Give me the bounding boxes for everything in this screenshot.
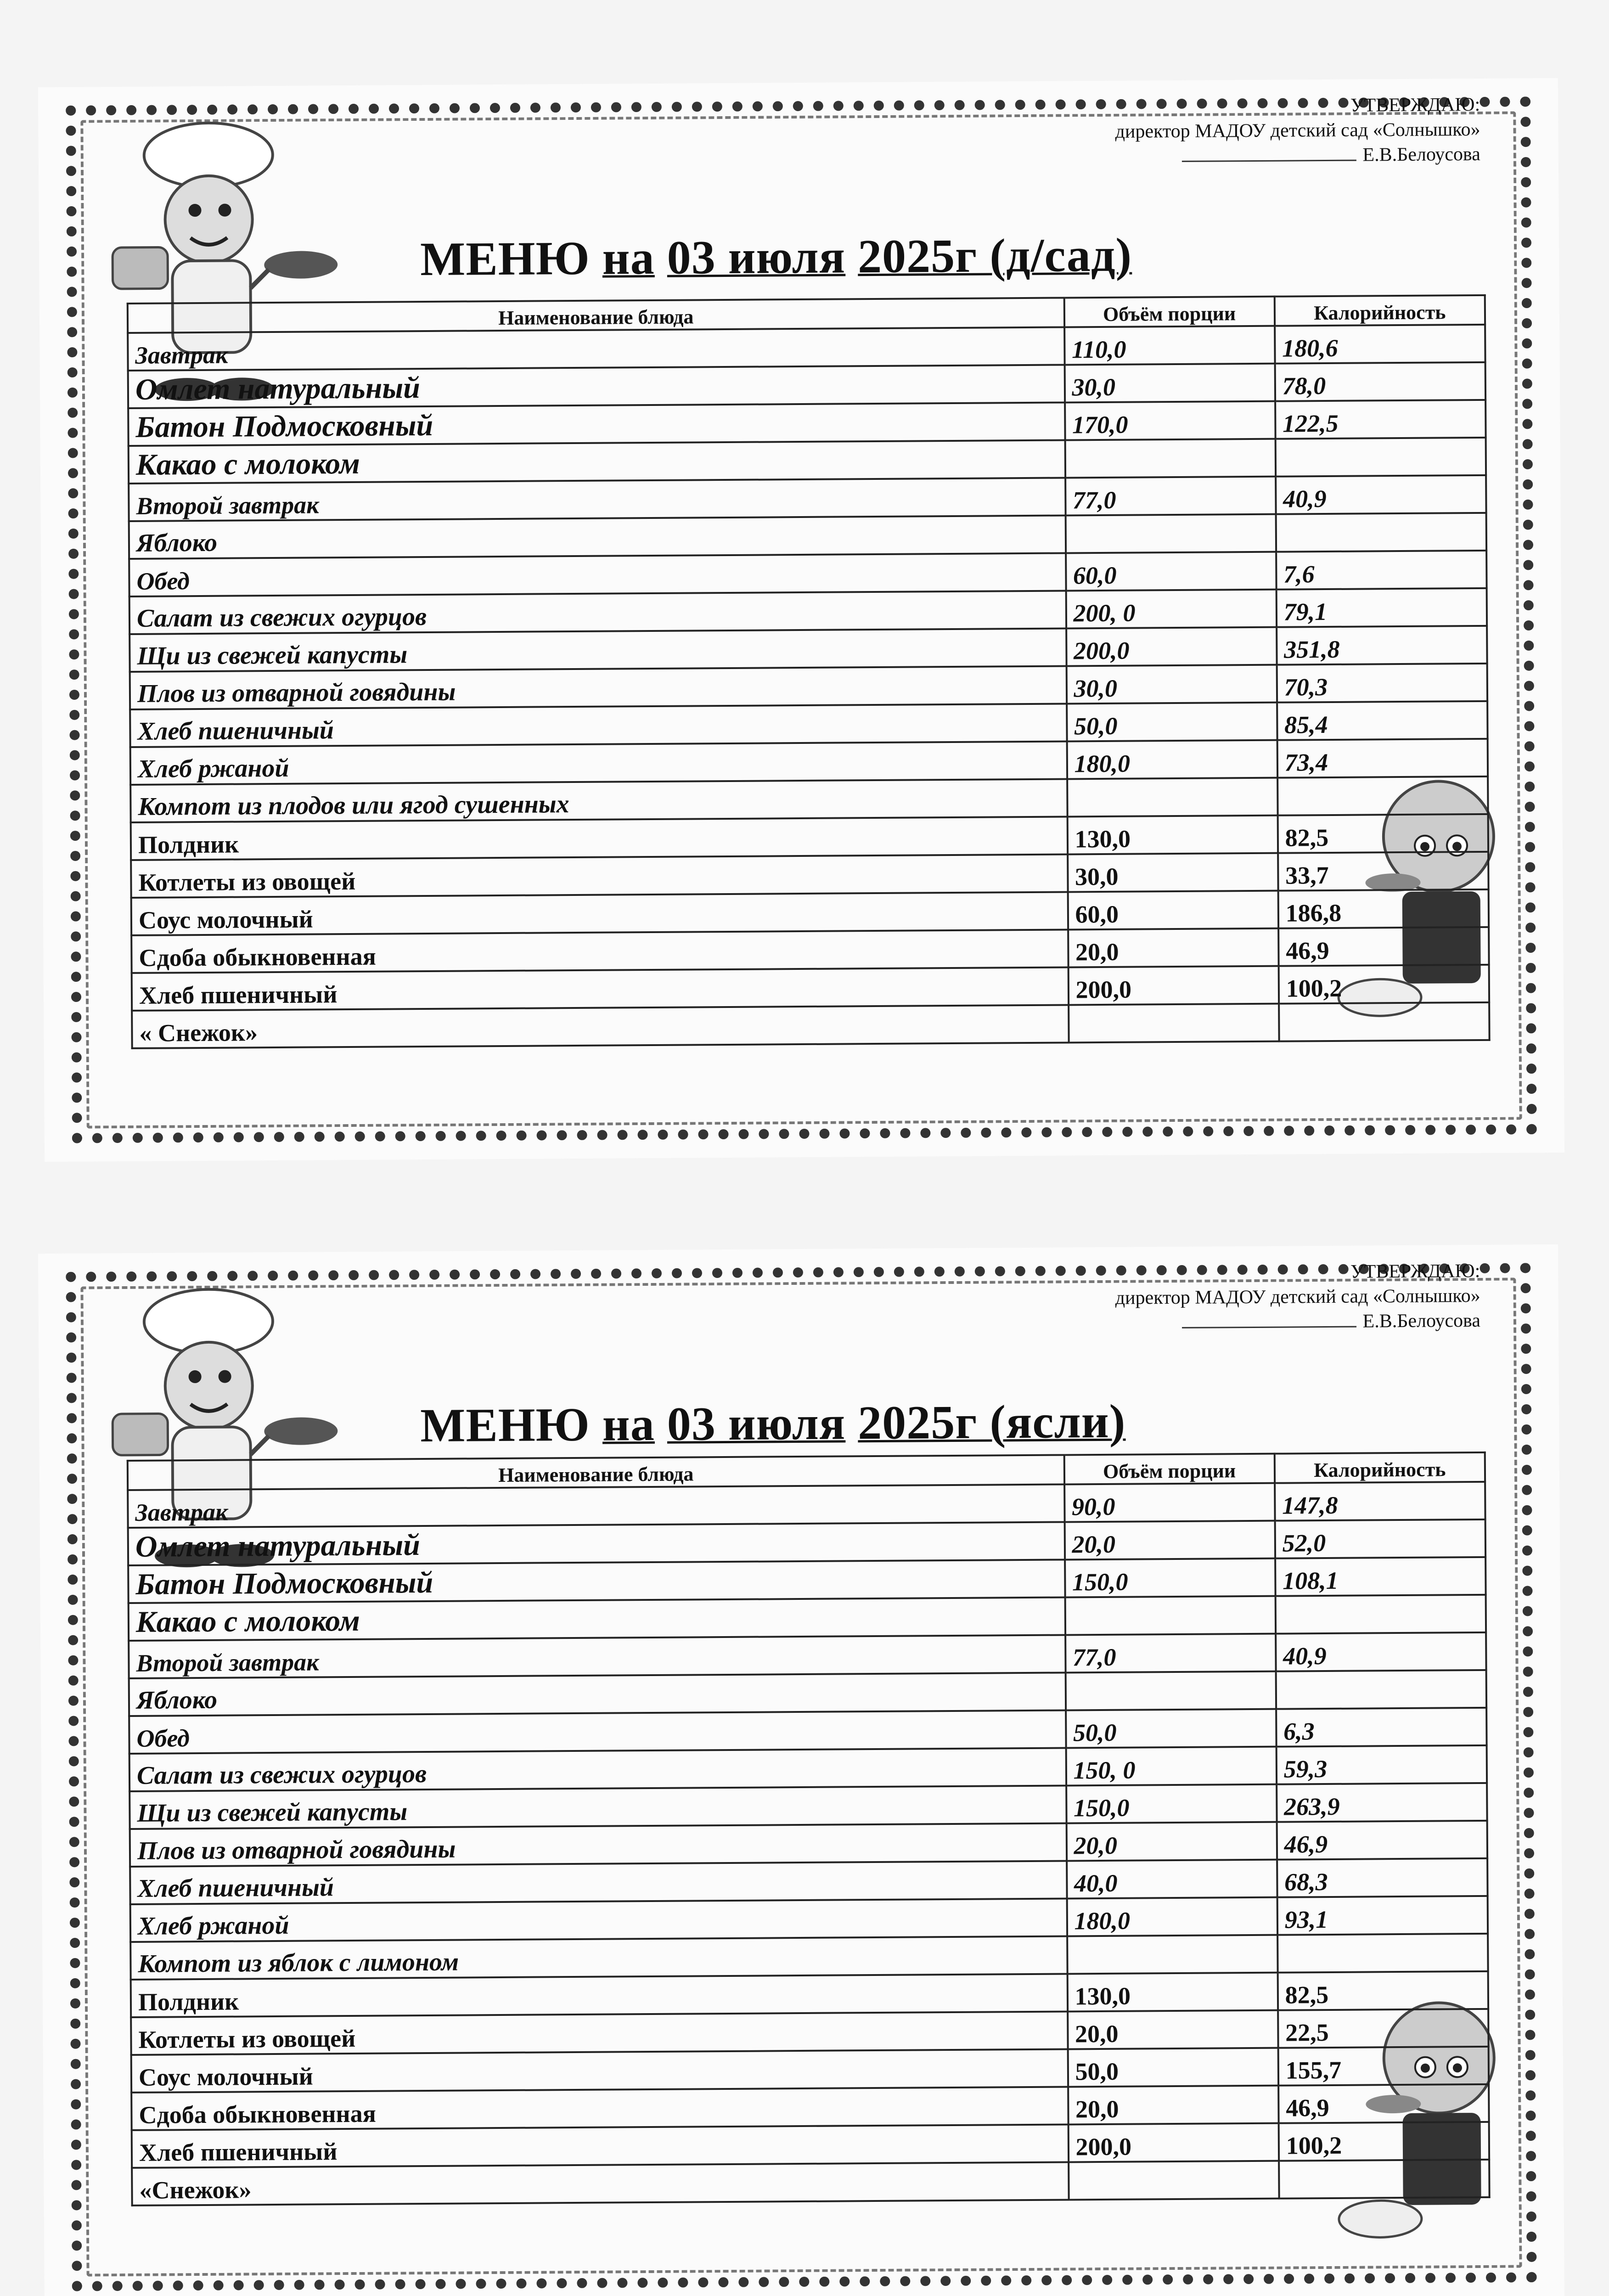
calories-value: 7,6 (1276, 551, 1487, 590)
dish-name: Салат из свежих огурцов (129, 591, 1066, 634)
calories-value: 46,9 (1277, 1821, 1487, 1860)
calories-value (1275, 438, 1486, 477)
calories-value: 351,8 (1277, 626, 1487, 665)
dish-row (132, 2160, 1489, 2206)
calories-value: 186,8 (1278, 889, 1489, 929)
dish-name: Салат из свежих огурцов (129, 1748, 1066, 1791)
calories-value: 180,6 (1275, 325, 1485, 364)
calories-value (1277, 777, 1488, 816)
portion-value: 130,0 (1067, 816, 1278, 855)
portion-value: 150, 0 (1066, 1747, 1277, 1786)
calories-value: 59,3 (1276, 1745, 1487, 1784)
dish-name: Какао с молоком (129, 1597, 1065, 1640)
calories-value: 147,8 (1275, 1482, 1485, 1521)
calories-value (1276, 513, 1486, 552)
portion-value: 20,0 (1068, 929, 1279, 968)
title-suffix: 2025г (д/сад) (857, 228, 1132, 283)
portion-value: 77,0 (1065, 477, 1276, 516)
approval-name: Е.В.Белоусова (1362, 143, 1480, 166)
portion-value (1065, 1671, 1276, 1711)
portion-value: 30,0 (1064, 364, 1275, 403)
calories-value: 85,4 (1277, 701, 1488, 740)
portion-value: 150,0 (1066, 1784, 1277, 1823)
dish-name: Котлеты из овощей (131, 854, 1068, 897)
portion-value: 180,0 (1067, 1897, 1277, 1936)
menu-table-body (128, 1452, 1490, 2206)
portion-value (1065, 1596, 1276, 1635)
dish-name: Яблоко (129, 1672, 1066, 1716)
portion-value (1065, 514, 1276, 553)
calories-value: 155,7 (1278, 2047, 1489, 2086)
dish-name: « Снежок» (132, 1005, 1069, 1048)
dish-name: Плов из отварной говядины (130, 666, 1067, 709)
calories-value: 40,9 (1276, 475, 1486, 514)
calories-value: 73,4 (1277, 739, 1488, 778)
title-date: 03 июля (667, 1396, 846, 1451)
dish-name: Омлет натуральный (128, 1522, 1065, 1565)
approval-position: директор МАДОУ детский сад «Солнышко» (1115, 1285, 1480, 1309)
portion-value (1069, 2161, 1279, 2200)
portion-value: 40,0 (1067, 1860, 1277, 1899)
dish-name: Хлеб пшеничный (130, 703, 1067, 747)
menu-sheet-kindergarten (38, 78, 1564, 1162)
title-suffix: 2025г (ясли) (857, 1395, 1126, 1450)
section-title: Завтрак (128, 1484, 1064, 1527)
dish-name: Хлеб ржаной (130, 1898, 1067, 1941)
calories-value: 68,3 (1277, 1858, 1488, 1897)
section-title: Завтрак (128, 327, 1064, 370)
calories-value (1275, 1595, 1486, 1634)
calories-value: 122,5 (1275, 400, 1486, 439)
portion-value: 200, 0 (1066, 590, 1277, 629)
calories-value: 263,9 (1277, 1783, 1487, 1822)
dish-row (132, 1002, 1489, 1048)
approval-block (1115, 92, 1480, 169)
dish-name: Щи из свежей капусты (129, 628, 1066, 671)
dish-name: Сдоба обыкновенная (131, 929, 1068, 973)
header-dish: Наименование блюда (128, 298, 1064, 332)
title-prefix: МЕНЮ (420, 231, 591, 286)
section-title: Второй завтрак (129, 478, 1065, 521)
dish-name: Компот из плодов или ягод сушенных (130, 779, 1067, 822)
menu-sheet-nursery (38, 1244, 1564, 2296)
calories-value: 6,3 (1276, 1708, 1487, 1747)
dish-name: Хлеб пшеничный (132, 967, 1069, 1010)
dish-name: Яблоко (129, 515, 1066, 558)
signature-line (1182, 1326, 1356, 1328)
calories-value: 100,2 (1278, 2122, 1489, 2161)
portion-value: 30,0 (1066, 665, 1277, 704)
calories-value: 78,0 (1275, 362, 1485, 401)
approval-label: УТВЕРЖДАЮ: (1350, 1260, 1480, 1283)
portion-value: 110,0 (1064, 326, 1275, 365)
menu-table (127, 294, 1491, 1049)
calories-value: 93,1 (1277, 1896, 1488, 1935)
section-title: Полдник (131, 1974, 1068, 2017)
dish-name: Сдоба обыкновенная (131, 2087, 1068, 2130)
calories-value: 82,5 (1277, 1971, 1488, 2010)
portion-value: 200,0 (1068, 966, 1279, 1005)
calories-value: 108,1 (1275, 1557, 1486, 1596)
calories-value (1276, 1670, 1486, 1709)
header-portion: Объём порции (1064, 1454, 1275, 1485)
section-title: Полдник (131, 816, 1068, 860)
portion-value: 50,0 (1067, 703, 1277, 742)
dish-name: Хлеб пшеничный (130, 1861, 1067, 1904)
approval-block (1115, 1259, 1480, 1335)
portion-value: 170,0 (1065, 401, 1276, 440)
portion-value: 20,0 (1068, 2086, 1279, 2125)
calories-value: 79,1 (1276, 588, 1487, 627)
approval-label: УТВЕРЖДАЮ: (1350, 94, 1480, 116)
dish-name: Соус молочный (131, 892, 1068, 935)
calories-value: 22,5 (1278, 2009, 1489, 2048)
signature-line (1182, 160, 1356, 162)
portion-value: 77,0 (1065, 1634, 1276, 1673)
dish-name: Щи из свежей капусты (129, 1785, 1066, 1829)
approval-name: Е.В.Белоусова (1362, 1310, 1481, 1332)
portion-value: 60,0 (1066, 552, 1277, 591)
portion-value: 200,0 (1066, 627, 1277, 666)
dish-name: Котлеты из овощей (131, 2011, 1068, 2054)
calories-value (1279, 1002, 1490, 1041)
portion-value: 90,0 (1064, 1483, 1275, 1522)
dish-name: «Снежок» (132, 2162, 1069, 2205)
dish-name: Омлет натуральный (128, 365, 1065, 408)
portion-value: 60,0 (1068, 891, 1278, 930)
portion-value: 20,0 (1068, 2010, 1278, 2049)
portion-value: 150,0 (1065, 1559, 1276, 1598)
header-dish: Наименование блюда (128, 1455, 1064, 1490)
section-title: Обед (129, 1710, 1066, 1753)
dish-name: Батон Подмосковный (128, 1559, 1065, 1603)
header-portion: Объём порции (1064, 297, 1275, 327)
portion-value (1065, 439, 1276, 478)
portion-value: 200,0 (1068, 2123, 1279, 2162)
calories-value: 70,3 (1277, 664, 1487, 703)
section-title: Обед (129, 553, 1066, 596)
calories-value: 82,5 (1277, 814, 1488, 853)
dish-name: Хлеб пшеничный (132, 2124, 1069, 2167)
dish-name: Плов из отварной говядины (130, 1823, 1067, 1866)
portion-value: 20,0 (1066, 1822, 1277, 1861)
section-title: Второй завтрак (129, 1635, 1065, 1678)
calories-value: 46,9 (1278, 2084, 1489, 2123)
calories-value: 33,7 (1278, 852, 1489, 891)
dish-name: Какао с молоком (129, 440, 1065, 483)
calories-value (1279, 2160, 1490, 2199)
dish-name: Компот из яблок с лимоном (130, 1936, 1067, 1979)
calories-value (1277, 1934, 1488, 1973)
portion-value: 180,0 (1067, 740, 1277, 779)
portion-value: 50,0 (1068, 2048, 1278, 2087)
title-date: 03 июля (667, 230, 846, 284)
dish-name: Соус молочный (131, 2049, 1068, 2092)
calories-value: 100,2 (1278, 965, 1489, 1004)
dish-name: Батон Подмосковный (128, 402, 1065, 445)
portion-value: 30,0 (1068, 853, 1278, 892)
menu-table (127, 1452, 1491, 2206)
calories-value: 52,0 (1275, 1519, 1485, 1559)
menu-title (420, 228, 1132, 287)
menu-title (420, 1394, 1126, 1453)
header-calories: Калорийность (1274, 295, 1485, 326)
title-na: на (602, 231, 655, 285)
calories-value: 40,9 (1276, 1632, 1486, 1671)
menu-table-body (128, 295, 1490, 1048)
portion-value (1067, 778, 1278, 817)
header-calories: Калорийность (1274, 1452, 1485, 1483)
title-na: на (602, 1397, 655, 1451)
dish-name: Хлеб ржаной (130, 741, 1067, 784)
approval-position: директор МАДОУ детский сад «Солнышко» (1115, 118, 1480, 142)
portion-value: 50,0 (1066, 1709, 1277, 1748)
calories-value: 46,9 (1278, 927, 1489, 966)
portion-value (1067, 1935, 1278, 1974)
portion-value (1069, 1004, 1279, 1043)
portion-value: 130,0 (1067, 1973, 1278, 2012)
portion-value: 20,0 (1064, 1521, 1275, 1560)
title-prefix: МЕНЮ (420, 1398, 591, 1452)
